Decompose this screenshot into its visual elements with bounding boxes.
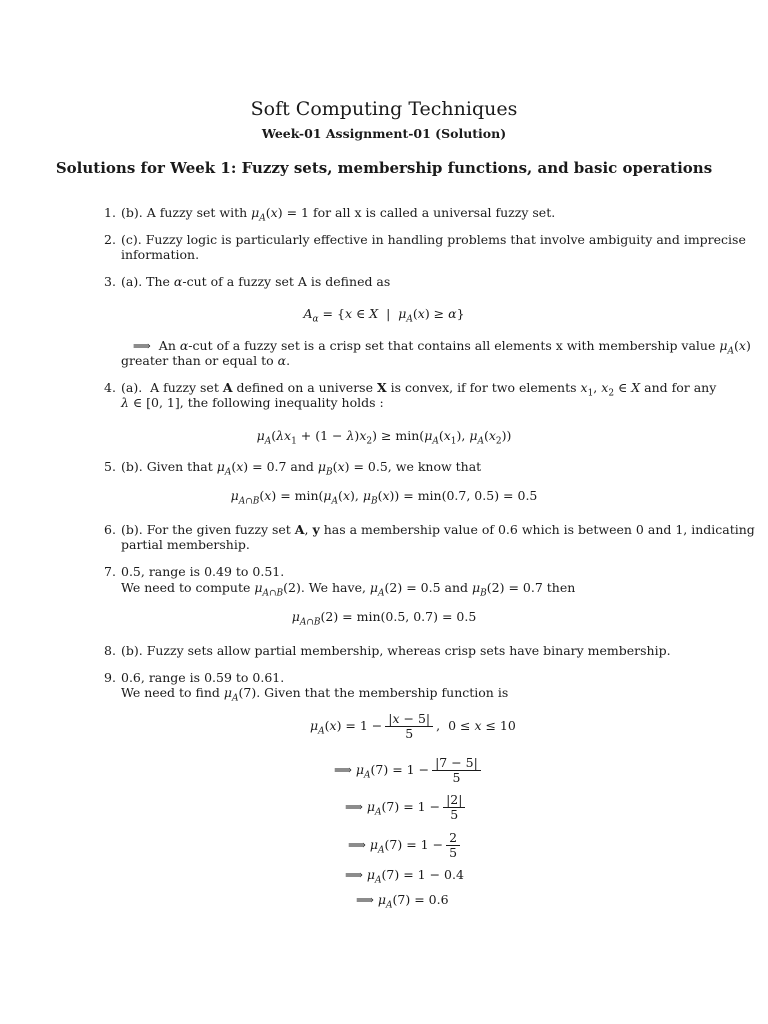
item-number: 2. — [104, 232, 116, 247]
item-3-after-line-1: ⟹ An α-cut of a fuzzy set is a crisp set that contains all elements x with membership value $\mu_A(x)$ — [121, 338, 751, 357]
alpha-cut-equation: $A_\alpha = \{x$ ∈ X | $\mu_A(x) \ge \alpha$} — [303, 306, 465, 325]
item-number: 8. — [104, 643, 116, 658]
item-2-line-2: information. — [121, 247, 200, 262]
item-2-line-1: (c). Fuzzy logic is particularly effective in handling problems that involve ambiguity and imprecise — [121, 232, 746, 247]
intersection-equation: $\mu_{A\cap B}(x) = \min(\mu_A(x)$, $\mu_B(x)) = \min(0.7$, 0.5) = 0.5 — [230, 488, 538, 507]
item-3-line-1: (a). The α-cut of a fuzzy set A is defined as — [121, 274, 391, 289]
item-number: 6. — [104, 522, 116, 537]
item-number: 7. — [104, 564, 116, 579]
item-number: 9. — [104, 670, 116, 685]
item-number: 3. — [104, 274, 116, 289]
document-subtitle: Week-01 Assignment-01 (Solution) — [261, 126, 507, 141]
item-9-line-1: 0.6, range is 0.59 to 0.61. — [121, 670, 285, 685]
section-heading: Solutions for Week 1: Fuzzy sets, membership functions, and basic operations — [55, 159, 713, 177]
derivation-step-1: ⟹ $\mu_A(7) = 1$ − $\frac{|7 - 5|}{5}$ — [334, 756, 484, 785]
item-number: 5. — [104, 459, 116, 474]
item-number: 1. — [104, 205, 116, 220]
item-9-line-2: We need to find $\mu_A(7)$. Given that the membership function is — [121, 685, 509, 704]
item-6-line-1: (b). For the given fuzzy set A, y has a membership value of 0.6 which is between 0 and 1, indicating — [121, 522, 755, 537]
convexity-inequality: $\mu_A(\lambda x_1 + (1 - \lambda)x_2) \ge \min(\mu_A(x_1)$, $\mu_A(x_2)$) — [256, 428, 512, 447]
item-7-equation: $\mu_{A\cap B}(2) = \min(0.5$, 0.7) = 0.5 — [291, 609, 477, 628]
item-4-line-2: λ ∈ [0, 1], the following inequality holds : — [121, 395, 384, 410]
derivation-step-2: ⟹ $\mu_A(7) = 1$ − $\frac{|2|}{5}$ — [345, 793, 468, 822]
item-1-line-1: (b). A fuzzy set with $\mu_A(x) = 1$ for all x is called a universal fuzzy set. — [121, 205, 556, 224]
item-8-line-1: (b). Fuzzy sets allow partial membership, whereas crisp sets have binary membership. — [121, 643, 671, 658]
derivation-step-4: ⟹ $\mu_A(7) = 1 - 0.4$ — [345, 867, 464, 886]
item-3-after-line-2: greater than or equal to α. — [121, 353, 291, 368]
membership-function-equation: $\mu_A(x) = 1$ − $\frac{|x - 5|}{5}$ , 0 ≤ x ≤ 10 — [310, 711, 516, 741]
item-4-line-1: (a). A fuzzy set A defined on a universe X is convex, if for two elements $x_1$, $x_2$ ∈ X and for any — [121, 380, 717, 399]
item-6-line-2: partial membership. — [121, 537, 250, 552]
document-title: Soft Computing Techniques — [250, 98, 518, 120]
item-number: 4. — [104, 380, 116, 395]
item-5-line-1: (b). Given that $\mu_A(x) = 0.7$ and $\mu_B(x) = 0.5$, we know that — [121, 459, 482, 478]
derivation-step-5: ⟹ $\mu_A(7) = 0.6$ — [356, 892, 449, 911]
derivation-step-3: ⟹ $\mu_A(7) = 1$ − $\frac{2}{5}$ — [348, 831, 463, 860]
item-7-line-2: We need to compute $\mu_{A\cap B}(2)$. We have, $\mu_A(2) = 0.5$ and $\mu_B(2) = 0.7$ then — [121, 580, 576, 599]
item-7-line-1: 0.5, range is 0.49 to 0.51. — [121, 564, 285, 579]
